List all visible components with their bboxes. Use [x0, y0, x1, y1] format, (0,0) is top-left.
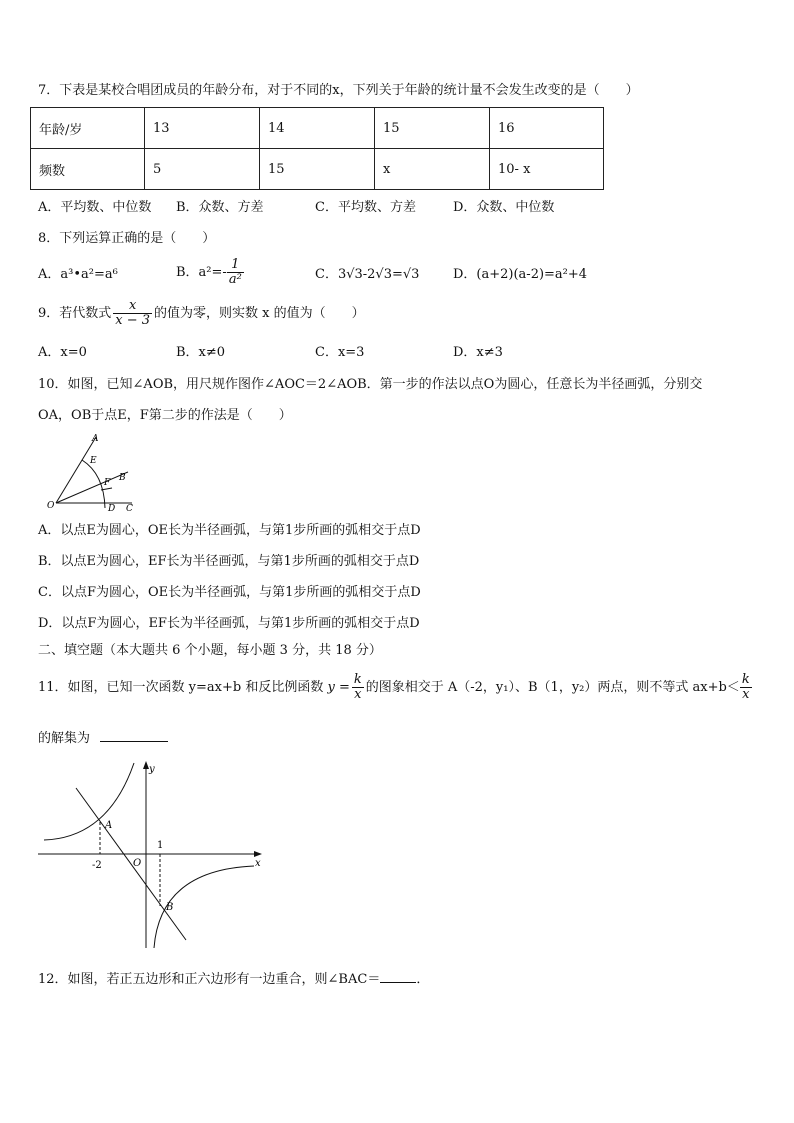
q8-option-b — [176, 258, 244, 287]
q8-option-c: C．3√3-2√3=√3 — [315, 267, 420, 282]
ray-ob — [56, 472, 128, 503]
q7-option-d: D．众数、中位数 — [453, 200, 555, 215]
q10-angle-figure — [40, 430, 150, 514]
q8-option-b-text: B．a²=- — [176, 265, 227, 280]
q10-option-a: A．以点E为圆心，OE长为半径画弧，与第1步所画的弧相交于点D — [38, 523, 421, 538]
label-origin: O — [133, 858, 142, 869]
table-row — [31, 149, 604, 190]
label-point-b: B — [166, 902, 174, 913]
section-title-fill-in: 二、填空题（本大题共 6 个小题，每小题 3 分，共 18 分） — [38, 643, 382, 658]
q8-option-d: D．(a+2)(a-2)=a²+4 — [453, 267, 588, 282]
q11-fraction — [352, 673, 364, 702]
table-cell: 5 — [145, 149, 260, 190]
table-cell: 频数 — [31, 149, 145, 190]
fraction-numerator: 1 — [227, 258, 244, 273]
age-distribution-table — [30, 107, 604, 190]
q8-option-a: A．a³•a²=a⁶ — [38, 267, 118, 282]
q12-stem-text: 12．如图，若正五边形和正六边形有一边重合，则∠BAC＝ — [38, 972, 381, 987]
fraction-denominator: x − 3 — [115, 313, 151, 328]
q9-option-c: C．x=3 — [315, 345, 365, 360]
q10-stem-line1: 10．如图，已知∠AOB，用尺规作图作∠AOC＝2∠AOB．第一步的作法以点O为圆心，任意长为半径画弧，分别交 — [38, 377, 703, 392]
fraction-numerator: x — [113, 299, 152, 314]
q11-answer-line — [38, 730, 168, 748]
label-o: O — [47, 501, 55, 511]
q7-stem: 7．下表是某校合唱团成员的年龄分布，对于不同的x，下列关于年龄的统计量不会发生改变的是（ ） — [38, 83, 639, 98]
label-d: D — [108, 504, 116, 514]
q11-answer-blank[interactable] — [100, 741, 168, 742]
q7-option-b: B．众数、方差 — [176, 200, 264, 215]
q9-option-b: B．x≠0 — [176, 345, 226, 360]
q12-stem-end: ． — [416, 972, 430, 987]
label-f: F — [104, 478, 111, 488]
label-b: B — [119, 473, 126, 483]
q10-option-b: B．以点E为圆心，EF长为半径画弧，与第1步所画的弧相交于点D — [38, 554, 420, 569]
table-row — [31, 108, 604, 149]
tick-label-1: 1 — [157, 840, 164, 851]
q11-stem-mid: 的图象相交于 A（-2，y₁）、B（1，y₂）两点，则不等式 ax+b＜ — [365, 680, 740, 695]
fraction-numerator: k — [353, 672, 362, 687]
q12-stem — [38, 971, 429, 989]
q9-option-a: A．x=0 — [38, 345, 87, 360]
q9-stem — [38, 299, 365, 328]
label-x: x — [255, 858, 261, 869]
table-cell: 15 — [260, 149, 375, 190]
table-cell: 年龄/岁 — [31, 108, 145, 149]
q9-option-d: D．x≠3 — [453, 345, 503, 360]
construction-arc — [82, 460, 105, 508]
table-cell: 14 — [260, 108, 375, 149]
table-cell: 10- x — [490, 149, 604, 190]
q11-y-equals: y = — [327, 680, 350, 695]
table-cell: 16 — [490, 108, 604, 149]
q12-answer-blank[interactable] — [380, 982, 416, 983]
label-point-a: A — [105, 820, 113, 831]
label-a: A — [92, 434, 99, 444]
q9-stem-prefix: 9．若代数式 — [38, 306, 112, 321]
fraction-denominator: a² — [228, 272, 242, 287]
q10-stem-line2: OA，OB于点E，F第二步的作法是（ ） — [38, 408, 292, 423]
q10-option-c: C．以点F为圆心，OE长为半径画弧，与第1步所画的弧相交于点D — [38, 585, 421, 600]
q11-fraction-2 — [740, 673, 752, 702]
q9-fraction — [113, 299, 152, 328]
table-cell: 15 — [375, 108, 490, 149]
label-c: C — [126, 504, 133, 514]
q7-option-a: A．平均数、中位数 — [38, 200, 152, 215]
table-cell: x — [375, 149, 490, 190]
ray-oa — [56, 437, 96, 503]
x-axis-arrow — [254, 851, 262, 857]
label-y: y — [149, 764, 155, 775]
q11-function-graph — [36, 758, 266, 950]
label-e: E — [90, 456, 97, 466]
q8-stem: 8．下列运算正确的是（ ） — [38, 231, 216, 246]
q11-stem — [38, 673, 752, 702]
tick-label-minus-2: -2 — [92, 860, 102, 871]
hyperbola-left-branch — [44, 763, 134, 840]
q10-option-d: D．以点F为圆心，EF长为半径画弧，与第1步所画的弧相交于点D — [38, 616, 420, 631]
q8-option-b-fraction — [227, 258, 244, 287]
table-cell: 13 — [145, 108, 260, 149]
fraction-denominator: x — [354, 687, 362, 702]
q11-answer-prompt: 的解集为 — [38, 731, 91, 746]
fraction-numerator: k — [741, 672, 750, 687]
fraction-denominator: x — [742, 687, 750, 702]
q9-stem-suffix: 的值为零，则实数 x 的值为（ ） — [154, 306, 365, 321]
q7-option-c: C．平均数、方差 — [315, 200, 416, 215]
q11-stem-prefix: 11．如图，已知一次函数 y=ax+b 和反比例函数 — [38, 680, 324, 695]
